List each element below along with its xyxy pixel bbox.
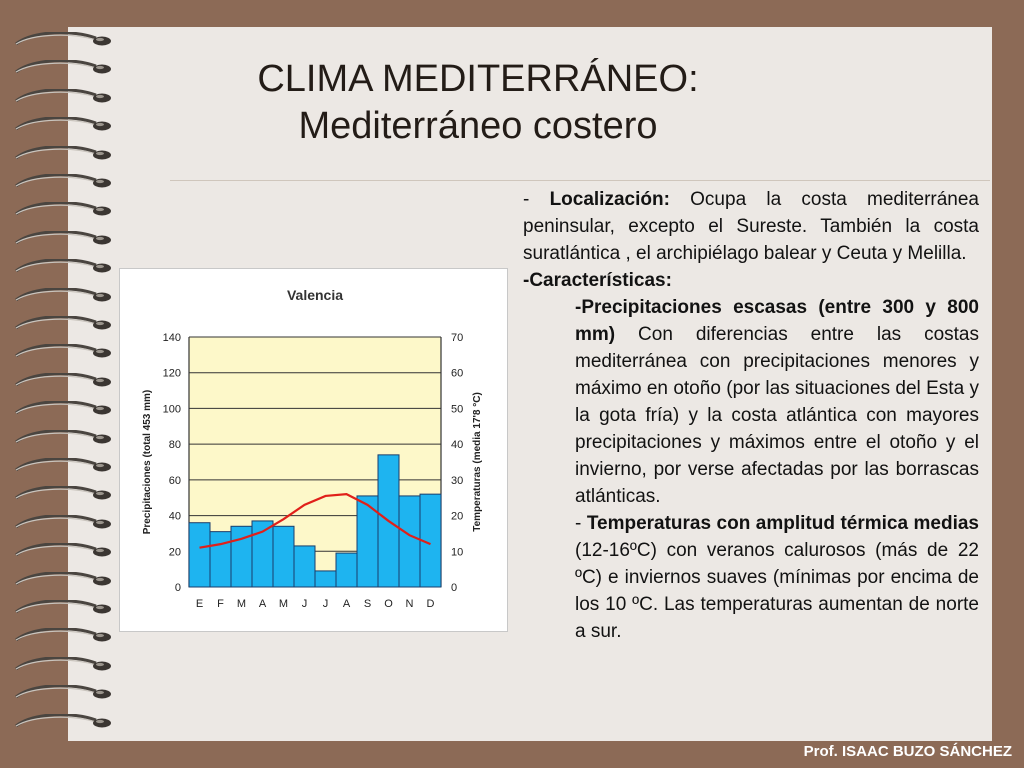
y-tick-label: 120 bbox=[162, 367, 181, 380]
spiral-ring bbox=[14, 32, 112, 48]
spiral-ring bbox=[14, 288, 112, 304]
spiral-ring bbox=[14, 458, 112, 474]
precipitaciones-paragraph bbox=[523, 294, 979, 510]
spiral-ring bbox=[14, 430, 112, 446]
x-tick-label: D bbox=[426, 598, 435, 610]
y2-axis-label: Temperaturas (media 17'8 °C) bbox=[472, 392, 483, 532]
spiral-ring bbox=[14, 373, 112, 389]
y2-tick-label: 10 bbox=[451, 546, 464, 559]
localizacion-label: Localización: bbox=[549, 189, 670, 210]
precip-bar bbox=[315, 571, 336, 587]
spiral-ring bbox=[14, 174, 112, 190]
spiral-ring bbox=[14, 202, 112, 218]
precip-bar bbox=[273, 526, 294, 587]
y-tick-label: 0 bbox=[174, 582, 181, 594]
y2-tick-label: 20 bbox=[451, 510, 464, 523]
y2-tick-label: 40 bbox=[451, 439, 464, 452]
x-tick-label: A bbox=[258, 598, 267, 610]
author-footer: Prof. ISAAC BUZO SÁNCHEZ bbox=[803, 743, 1012, 760]
localizacion-paragraph bbox=[523, 186, 979, 267]
x-tick-label: J bbox=[322, 598, 329, 610]
y2-tick-label: 70 bbox=[451, 332, 464, 344]
spiral-ring bbox=[14, 657, 112, 673]
localizacion-body: Ocupa la costa mediterránea peninsular, excepto el Sureste. También la costa suratlántica , el archipiélago balear y Ceuta y Melilla. bbox=[523, 189, 979, 264]
temperaturas-dash: - bbox=[575, 513, 587, 534]
x-tick-label: S bbox=[363, 598, 372, 610]
spiral-ring bbox=[14, 515, 112, 531]
spiral-ring bbox=[14, 628, 112, 644]
temperaturas-paragraph bbox=[523, 510, 979, 645]
precipitaciones-label: -Precipitaciones escasas (entre 300 y 800 mm) bbox=[575, 297, 979, 345]
chart-title: Valencia bbox=[286, 287, 344, 303]
x-tick-label: M bbox=[278, 598, 289, 610]
temperaturas-body: (12-16ºC) con veranos calurosos (más de 22 ºC) e inviernos suaves (mínimas por encima de los 10 ºC. Las temperaturas aumentan de norte a sur. bbox=[575, 540, 979, 642]
localizacion-dash: - bbox=[523, 189, 550, 210]
temperaturas-label: Temperaturas con amplitud térmica medias bbox=[586, 513, 979, 534]
spiral-ring bbox=[14, 401, 112, 417]
y-tick-label: 40 bbox=[168, 510, 181, 523]
y-axis-label: Precipitaciones (total 453 mm) bbox=[142, 389, 153, 535]
caracteristicas-heading bbox=[523, 267, 979, 294]
y2-tick-label: 0 bbox=[451, 582, 458, 594]
climate-chart bbox=[119, 268, 508, 632]
y-tick-label: 60 bbox=[168, 474, 181, 487]
x-tick-label: A bbox=[342, 598, 351, 610]
x-tick-label: E bbox=[195, 598, 204, 610]
y2-tick-label: 50 bbox=[451, 403, 464, 416]
spiral-ring bbox=[14, 344, 112, 360]
y-tick-label: 100 bbox=[162, 403, 181, 416]
x-tick-label: F bbox=[217, 598, 224, 610]
spiral-ring bbox=[14, 600, 112, 616]
y-tick-label: 140 bbox=[162, 332, 181, 344]
x-tick-label: J bbox=[301, 598, 308, 610]
y-tick-label: 80 bbox=[168, 439, 181, 452]
title-line-1: CLIMA MEDITERRÁNEO: bbox=[257, 58, 699, 100]
slide-title bbox=[68, 56, 888, 150]
y2-tick-label: 30 bbox=[451, 474, 464, 487]
precip-bar bbox=[336, 553, 357, 587]
spiral-ring bbox=[14, 543, 112, 559]
precip-bar bbox=[189, 523, 210, 587]
spiral-ring bbox=[14, 316, 112, 332]
spiral-ring bbox=[14, 259, 112, 275]
caracteristicas-label: -Características: bbox=[523, 270, 672, 291]
precip-bar bbox=[399, 496, 420, 587]
y2-tick-label: 60 bbox=[451, 367, 464, 380]
x-tick-label: M bbox=[236, 598, 247, 610]
climate-chart-svg bbox=[120, 269, 507, 631]
spiral-ring bbox=[14, 572, 112, 588]
x-tick-label: O bbox=[384, 598, 393, 610]
y-tick-label: 20 bbox=[168, 546, 181, 559]
title-divider bbox=[170, 180, 990, 181]
spiral-ring bbox=[14, 685, 112, 701]
x-tick-label: N bbox=[405, 598, 414, 610]
title-line-2: Mediterráneo costero bbox=[298, 105, 658, 147]
spiral-ring bbox=[14, 714, 112, 730]
content-text bbox=[523, 186, 979, 645]
precip-bar bbox=[210, 532, 231, 587]
spiral-ring bbox=[14, 486, 112, 502]
precipitaciones-body: Con diferencias entre las costas mediterránea con precipitaciones menores y máximo en otoño (por las situaciones del Esta y la gota fría) y la costa atlántica con mayores precipitaciones y máximos entre el otoño y el invierno, por verse afectadas por las borrascas atlánticas. bbox=[575, 324, 979, 507]
precip-bar bbox=[294, 546, 315, 587]
spiral-ring bbox=[14, 231, 112, 247]
